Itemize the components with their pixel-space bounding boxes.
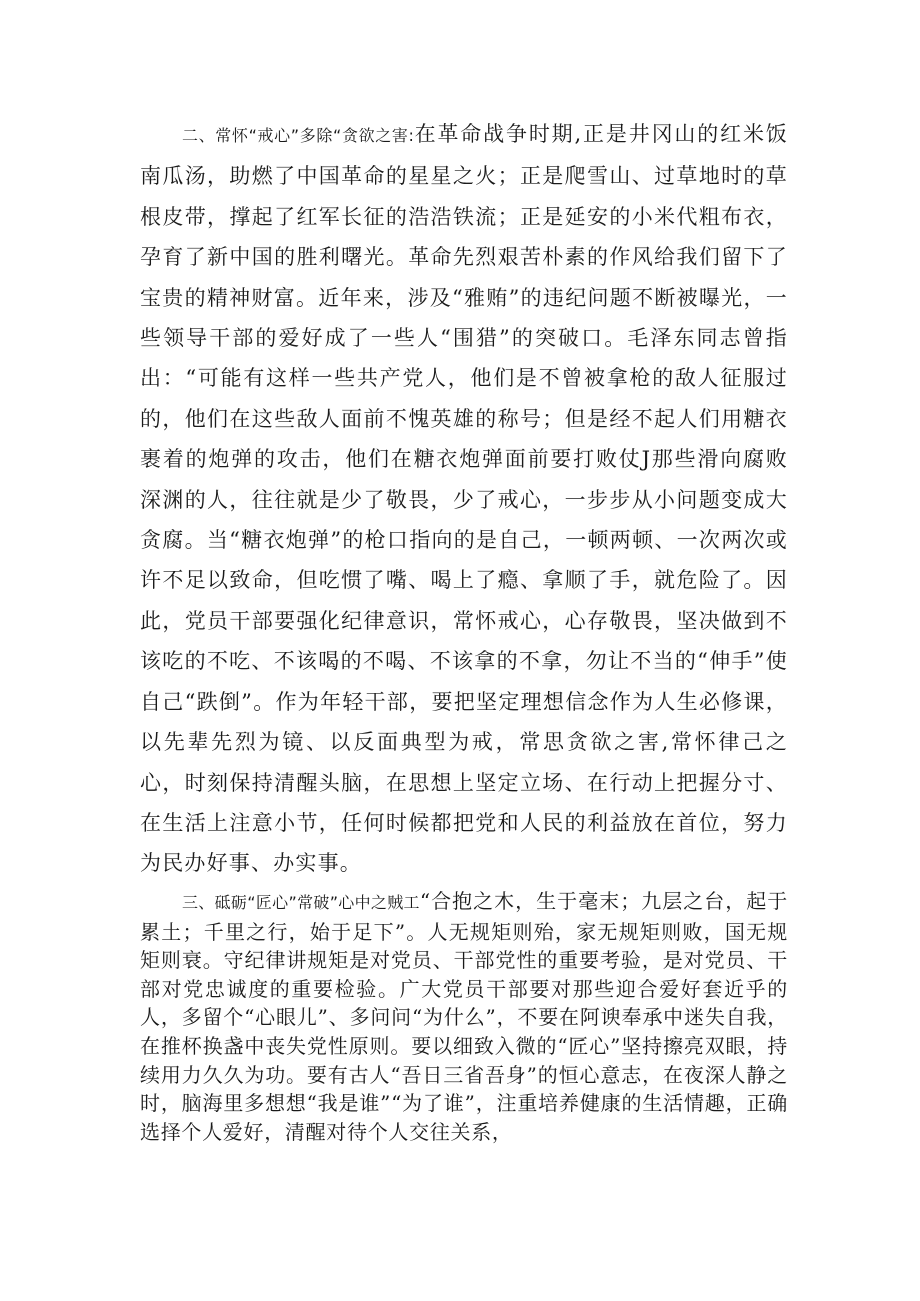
- section-2-heading: 二、常怀“戒心”多除“贪欲之害:: [182, 126, 414, 145]
- section-3-paragraph: [140, 887, 788, 1146]
- section-3-body: “合抱之木，生于毫末；九层之台，起于累土；千里之行，始于足下”。人无规矩则殆，家无规矩则败，国无规矩则衰。守纪律讲规矩是对党员、干部党性的重要考验，是对党员、干部对党忠诚度的重要检验。广大党员干部要对那些迎合爱好套近乎的人，多留个“心眼儿”、多问问“为什么”，不要在阿谀奉承中迷失自我，在推杯换盏中丧失党性原则。要以细致入微的“匠心”坚持擦亮双眼，持续用力久久为功。要有古人“吾日三省吾身”的恒心意志，在夜深人静之时，脑海里多想想“我是谁”“为了谁”，注重培养健康的生活情趣，正确选择个人爱好，清醒对待个人交往关系，: [140, 889, 789, 1144]
- section-3-heading: 三、砥砺“匠心”常破”心中之贼工: [182, 893, 420, 912]
- section-2-paragraph: [140, 114, 788, 884]
- section-2-body: 在革命战争时期,正是井冈山的红米饭南瓜汤，助燃了中国革命的星星之火；正是爬雪山、过草地时的草根皮带，撑起了红军长征的浩浩铁流；正是延安的小米代粗布衣，孕育了新中国的胜利曙光。革命先烈艰苦朴素的作风给我们留下了宝贵的精神财富。近年来，涉及“雅贿”的违纪问题不断被曝光，一些领导干部的爱好成了一些人“围猎”的突破口。毛泽东同志曾指出：“可能有这样一些共产党人，他们是不曾被拿枪的敌人征服过的，他们在这些敌人面前不愧英雄的称号；但是经不起人们用糖衣裹着的炮弹的攻击，他们在糖衣炮弹面前要打败仗J那些滑向腐败深渊的人，往往就是少了敬畏，少了戒心，一步步从小问题变成大贪腐。当“糖衣炮弹”的枪口指向的是自己，一顿两顿、一次两次或许不足以致命，但吃惯了嘴、喝上了瘾、拿顺了手，就危险了。因此，党员干部要强化纪律意识，常怀戒心，心存敬畏，坚决做到不该吃的不吃、不该喝的不喝、不该拿的不拿，勿让不当的“伸手”使自己“跌倒”。作为年轻干部，要把坚定理想信念作为人生必修课，以先辈先烈为镜、以反面典型为戒，常思贪欲之害,常怀律己之心，时刻保持清醒头脑，在思想上坚定立场、在行动上把握分寸、在生活上注意小节，任何时候都把党和人民的利益放在首位，努力为民办好事、办实事。: [140, 122, 789, 876]
